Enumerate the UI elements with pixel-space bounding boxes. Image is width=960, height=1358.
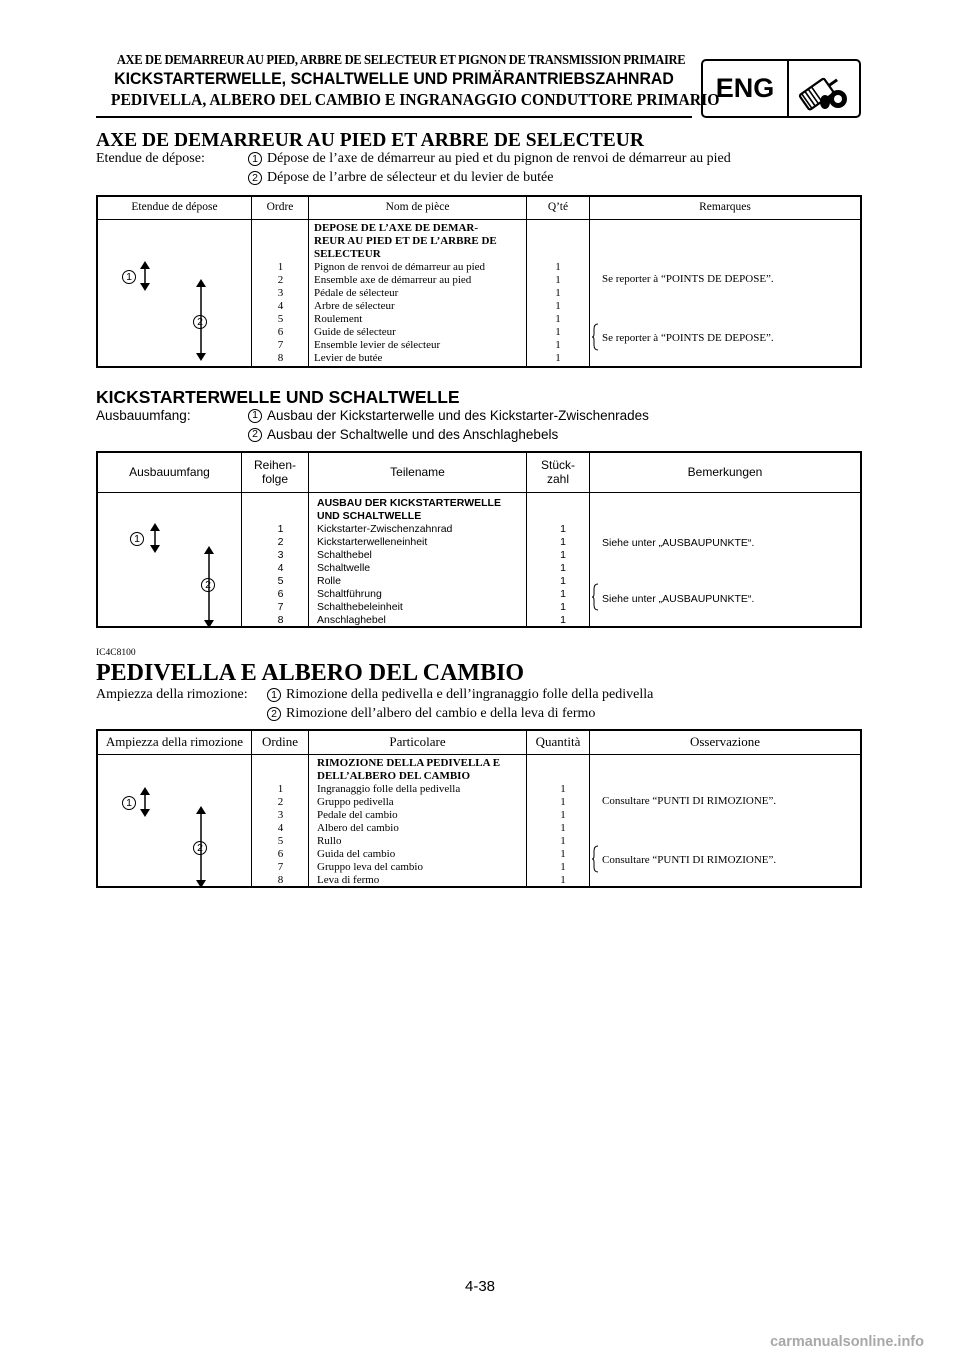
remark-1: Consultare “PUNTI DI RIMOZIONE”. [602,795,777,807]
order-column [258,261,303,365]
qty-cell: 1 [560,575,566,587]
engine-piston-icon [789,61,859,116]
order-cell: 7 [277,601,284,613]
remark-2: Siehe unter „AUSBAUPUNKTE“. [602,593,755,605]
order-cell: 2 [277,796,284,808]
qty-cell: 1 [560,783,566,795]
qty-cell: 1 [560,601,566,613]
qty-cell: 1 [555,300,561,312]
removal-table-fr [96,195,862,368]
section-title-fr: AXE DE DEMARREUR AU PIED ET ARBRE DE SELECTEUR [96,130,644,151]
order-cell: 4 [277,562,284,574]
remark-2: Se reporter à “POINTS DE DEPOSE”. [602,332,774,344]
qty-cell: 1 [555,287,561,299]
part-cell: Gruppo pedivella [317,796,394,808]
part-cell: Guide de sélecteur [314,326,396,338]
qty-cell: 1 [555,261,561,273]
header-title-it: PEDIVELLA, ALBERO DEL CAMBIO E INGRANAGGIO CONDUTTORE PRIMARIO [110,90,720,109]
page-number: 4-38 [464,1278,496,1295]
part-cell: Schaltführung [317,588,382,600]
remark-1: Se reporter à “POINTS DE DEPOSE”. [602,273,774,285]
part-column [314,222,497,365]
order-cell: 3 [277,287,284,299]
table-header [98,731,860,755]
qty-cell: 1 [560,835,566,847]
column-header: Ampiezza della rimozione [98,731,252,754]
qty-cell: 1 [560,523,566,535]
brace-icon [592,845,600,873]
range-item-2-fr [248,170,553,186]
marker-2: 2 [193,841,207,855]
qty-cell: 1 [560,822,566,834]
qty-cell: 1 [560,861,566,873]
part-cell: Ensemble axe de démarreur au pied [314,274,472,286]
order-cell: 8 [277,352,284,364]
part-cell: Kickstarter-Zwischenzahnrad [317,523,453,535]
column-header: Reihen- folge [242,453,309,492]
column-header: Etendue de dépose [98,197,252,219]
range-item-text: Ausbau der Kickstarterwelle und des Kickstarter-Zwischenrades [267,408,649,423]
part-cell: Schalthebeleinheit [317,601,403,613]
part-cell: Schaltwelle [317,562,371,574]
qty-cell: 1 [560,562,566,574]
part-cell: Gruppo leva del cambio [317,861,423,873]
column-header: Quantità [527,731,590,754]
part-cell: Roulement [314,313,363,325]
order-cell: 5 [277,835,284,847]
qty-cell: 1 [560,796,566,808]
order-cell: 7 [277,339,284,351]
range-item-text: Dépose de l’axe de démarreur au pied et du pignon de renvoi de démarreur au pied [267,151,731,166]
part-cell: Rullo [317,835,342,847]
qty-cell: 1 [555,339,561,351]
order-cell: 4 [277,822,284,834]
range-label-fr: Etendue de dépose: [96,151,205,166]
marker-1: 1 [130,532,144,546]
qty-cell: 1 [560,614,566,626]
order-cell: 1 [277,261,284,273]
part-cell: Rolle [317,575,341,587]
range-item-text: Rimozione della pedivella e dell’ingranaggio folle della pedivella [286,687,654,702]
qty-cell: 1 [555,326,561,338]
section-code: IC4C8100 [96,648,136,658]
order-cell: 1 [277,523,284,535]
group-title-line: RIMOZIONE DELLA PEDIVELLA E [317,757,501,769]
qty-cell: 1 [560,809,566,821]
circled-number-1: 1 [248,152,262,166]
header-title-fr: AXE DE DEMARREUR AU PIED, ARBRE DE SELECTEUR ET PIGNON DE TRANSMISSION PRIMAIRE [116,52,686,67]
order-cell: 3 [277,809,284,821]
double-arrow-icon [150,523,160,553]
marker-2: 2 [201,578,215,592]
part-cell: Pignon de renvoi de démarreur au pied [314,261,486,273]
order-cell: 6 [277,848,284,860]
group-title-line: UND SCHALTWELLE [317,510,422,522]
column-header: Particolare [309,731,527,754]
part-cell: Guida del cambio [317,848,396,860]
double-arrow-icon [196,279,206,361]
range-label-it: Ampiezza della rimozione: [96,687,248,702]
part-cell: Anschlaghebel [317,614,386,626]
qty-cell: 1 [560,549,566,561]
range-item-1-it [267,687,653,703]
qty-cell: 1 [560,588,566,600]
group-title-line: DELL’ALBERO DEL CAMBIO [317,770,471,782]
part-cell: Pedale del cambio [317,809,398,821]
order-column [258,523,303,627]
qty-cell: 1 [555,313,561,325]
range-item-text: Ausbau der Schaltwelle und des Anschlaghebels [267,427,559,442]
double-arrow-icon [204,546,214,628]
qty-cell: 1 [560,536,566,548]
marker-1: 1 [122,796,136,810]
part-cell: Ensemble levier de sélecteur [314,339,441,351]
marker-2: 2 [193,315,207,329]
header-title-de: KICKSTARTERWELLE, SCHALTWELLE UND PRIMÄRANTRIEBSZAHNRAD [114,70,674,88]
column-header: Teilename [309,453,527,492]
order-cell: 8 [277,614,284,626]
qty-cell: 1 [555,352,561,364]
order-cell: 3 [277,549,284,561]
group-title-line: DEPOSE DE L’AXE DE DEMAR- [314,222,479,234]
order-cell: 6 [277,588,284,600]
brace-icon [592,583,600,611]
circled-number-1: 1 [248,409,262,423]
circled-number-1: 1 [267,688,281,702]
column-header: Stück- zahl [527,453,590,492]
double-arrow-icon [140,261,150,291]
part-cell: Ingranaggio folle della pedivella [317,783,461,795]
column-header: Ausbauumfang [98,453,242,492]
order-cell: 8 [277,874,284,886]
circled-number-2: 2 [248,428,262,442]
range-item-text: Rimozione dell’albero del cambio e della leva di fermo [286,706,596,721]
group-title-line: SELECTEUR [314,248,381,260]
order-cell: 1 [277,783,284,795]
order-cell: 5 [277,313,284,325]
column-header: Ordine [252,731,309,754]
qty-cell: 1 [555,274,561,286]
column-header: Ordre [252,197,309,219]
part-cell: Schalthebel [317,549,372,561]
order-cell: 4 [277,300,284,312]
range-item-1-fr [248,151,731,167]
remark-1: Siehe unter „AUSBAUPUNKTE“. [602,537,755,549]
column-header: Osservazione [689,734,761,750]
circled-number-2: 2 [267,707,281,721]
part-cell: Leva di fermo [317,874,380,886]
group-title-line: REUR AU PIED ET DE L’ARBRE DE [314,235,497,247]
part-cell: Pédale de sélecteur [314,287,399,299]
marker-1: 1 [122,270,136,284]
qty-column [543,523,583,627]
column-header: Remarques [699,201,751,214]
group-title-line: AUSBAU DER KICKSTARTERWELLE [317,497,501,509]
part-cell: Levier de butée [314,352,383,364]
qty-cell: 1 [560,848,566,860]
qty-cell: 1 [560,874,566,886]
removal-table-it [96,729,862,888]
removal-table-de [96,451,862,628]
remark-2: Consultare “PUNTI DI RIMOZIONE”. [602,854,777,866]
order-column [258,783,303,887]
part-column [317,497,501,627]
order-cell: 5 [277,575,284,587]
qty-column [538,261,578,365]
order-cell: 6 [277,326,284,338]
section-title-de: KICKSTARTERWELLE UND SCHALTWELLE [96,387,460,407]
range-item-1-de [248,408,649,423]
table-header [98,453,860,493]
range-label-de: Ausbauumfang: [96,408,191,423]
brace-icon [592,323,600,351]
column-header: Nom de pièce [309,197,527,219]
section-title-it: PEDIVELLA E ALBERO DEL CAMBIO [96,660,525,686]
part-cell: Arbre de sélecteur [314,300,395,312]
order-cell: 2 [277,274,284,286]
part-cell: Albero del cambio [317,822,399,834]
range-item-2-de [248,427,558,442]
qty-column [543,783,583,887]
circled-number-2: 2 [248,171,262,185]
column-header: Q’té [527,197,590,219]
order-cell: 2 [277,536,284,548]
section-badge [701,59,861,118]
part-cell: Kickstarterwelleneinheit [317,536,428,548]
column-header: Bemerkungen [687,464,763,479]
range-item-text: Dépose de l’arbre de sélecteur et du levier de butée [267,170,554,185]
double-arrow-icon [140,787,150,817]
double-arrow-icon [196,806,206,888]
order-cell: 7 [277,861,284,873]
watermark: carmanualsonline.info [770,1334,924,1350]
badge-label: ENG [703,61,789,116]
table-header [98,197,860,220]
part-column [317,757,500,887]
header-rule [96,116,692,118]
range-item-2-it [267,706,595,722]
